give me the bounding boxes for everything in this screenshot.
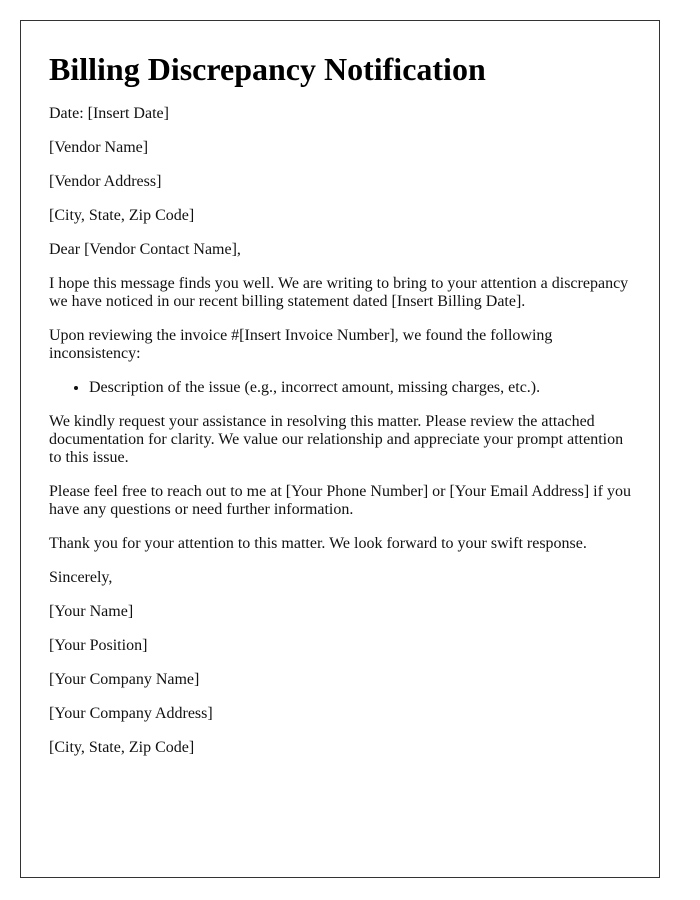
vendor-address: [Vendor Address] xyxy=(49,173,162,190)
salutation: Dear [Vendor Contact Name], xyxy=(49,241,241,258)
paragraph-thanks: Thank you for your attention to this matter. We look forward to your swift response. xyxy=(49,535,587,552)
date-line: Date: [Insert Date] xyxy=(49,105,169,122)
closing: Sincerely, xyxy=(49,569,113,586)
paragraph-request: We kindly request your assistance in resolving this matter. Please review the attached documentation for clarity. We value our relationship and appreciate your prompt attention to this issue. xyxy=(49,413,624,466)
issue-list xyxy=(49,379,631,397)
issue-list-item: • Description of the issue (e.g., incorrect amount, missing charges, etc.). xyxy=(89,379,631,397)
sender-address: [Your Company Address] xyxy=(49,705,213,722)
paragraph-invoice: Upon reviewing the invoice #[Insert Invoice Number], we found the following inconsistency: xyxy=(49,327,553,362)
sender-city-state-zip: [City, State, Zip Code] xyxy=(49,739,195,756)
vendor-city-state-zip: [City, State, Zip Code] xyxy=(49,207,195,224)
sender-name: [Your Name] xyxy=(49,603,134,620)
letter-container xyxy=(20,20,660,878)
sender-company: [Your Company Name] xyxy=(49,671,200,688)
paragraph-intro: I hope this message finds you well. We are writing to bring to your attention a discrepancy we have noticed in our recent billing statement dated [Insert Billing Date]. xyxy=(49,275,629,310)
vendor-name: [Vendor Name] xyxy=(49,139,149,156)
letter-title: Billing Discrepancy Notification xyxy=(49,51,486,87)
paragraph-contact: Please feel free to reach out to me at [Your Phone Number] or [Your Email Address] if you have any questions or need further information. xyxy=(49,483,631,518)
sender-position: [Your Position] xyxy=(49,637,148,654)
